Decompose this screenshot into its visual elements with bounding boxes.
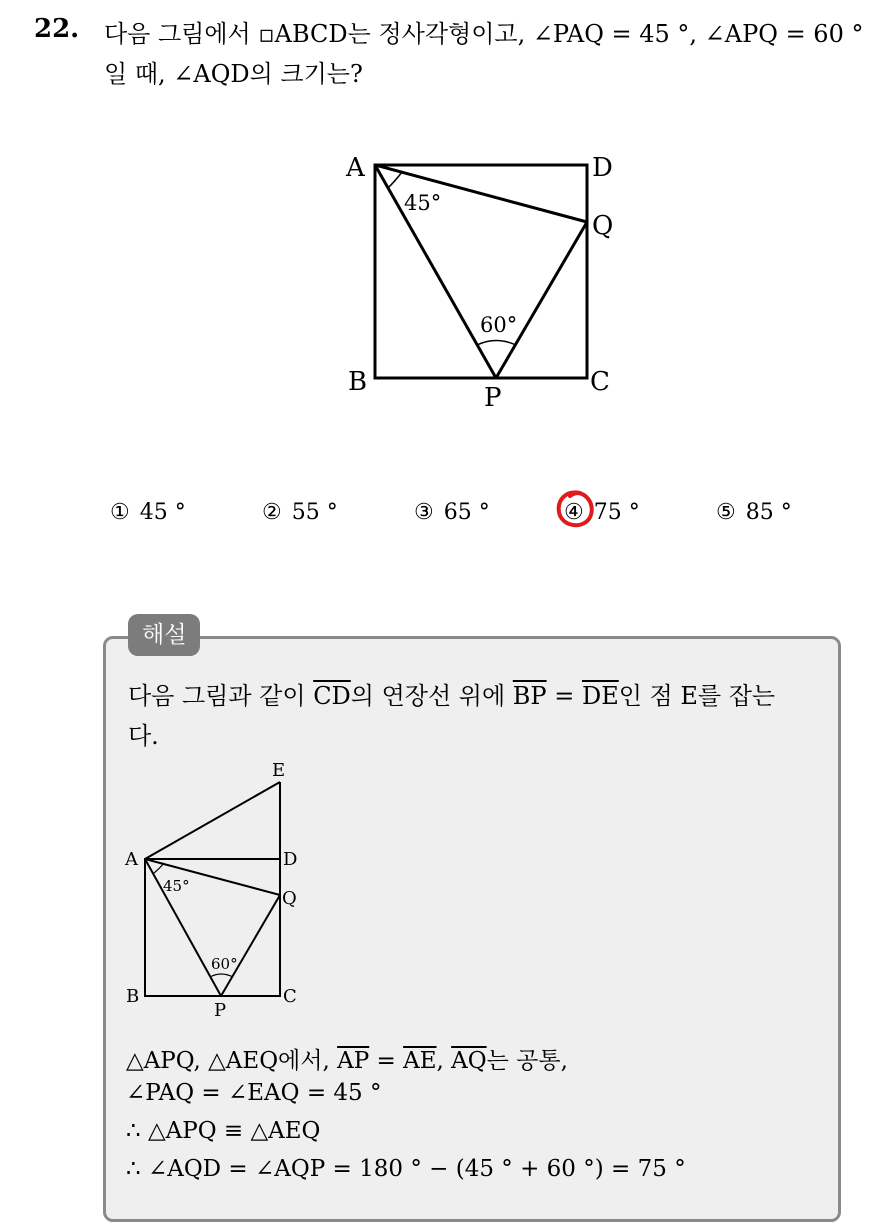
- solution-line3: ∴ △APQ ≡ △AEQ: [126, 1118, 321, 1144]
- solution-line2: ∠PAQ = ∠EAQ = 45 °: [126, 1080, 382, 1106]
- angle-label-p-2: 60°: [211, 955, 238, 973]
- square-figure: [330, 140, 630, 420]
- solution-tag: 해설: [128, 614, 200, 656]
- angle-arc-a-2: [154, 863, 164, 873]
- question-number: 22.: [34, 14, 80, 44]
- label-a: A: [346, 153, 365, 183]
- segment-ae-label: $\overline{AE}$: [403, 1048, 437, 1074]
- label-b: B: [348, 367, 368, 397]
- solution-line1-part1: △APQ, △AEQ에서,: [126, 1048, 338, 1074]
- question-text-line1: 다음 그림에서 ▫ABCD는 정사각형이고, ∠PAQ = 45 °, ∠APQ = 60 °: [104, 20, 864, 48]
- answer-circle-mark: [554, 488, 596, 532]
- solution-line1-end: 는 공통,: [486, 1048, 568, 1074]
- answer-choices: [0, 500, 884, 540]
- choice-5-value: 85 °: [745, 500, 792, 525]
- label-d: D: [592, 153, 613, 183]
- label-p: P: [484, 383, 502, 413]
- choice-3[interactable]: [414, 500, 490, 525]
- solution-line4: ∴ ∠AQD = ∠AQP = 180 ° − (45 ° + 60 °) = 75 °: [126, 1156, 686, 1182]
- solution-intro-eq: =: [546, 682, 582, 710]
- choice-5[interactable]: [716, 500, 792, 525]
- angle-arc-p: [477, 341, 516, 346]
- angle-label-p: 60°: [480, 313, 518, 337]
- angle-label-a: 45°: [404, 191, 442, 215]
- label-d-2: D: [283, 849, 298, 870]
- segment-bp-label: $\overline{BP}$: [512, 682, 547, 710]
- choice-5-number: ⑤: [716, 500, 736, 525]
- solution-intro-part2: 의 연장선 위에: [350, 682, 513, 710]
- solution-line1-eq: =: [369, 1048, 404, 1074]
- solution-intro-line1: [128, 676, 775, 711]
- segment-aq-label: $\overline{AQ}$: [451, 1048, 487, 1074]
- question-text-line2: 일 때, ∠AQD의 크기는?: [104, 60, 363, 88]
- choice-1-value: 45 °: [139, 500, 186, 525]
- choice-1-number: ①: [110, 500, 130, 525]
- segment-pq-2: [221, 895, 280, 996]
- label-e-2: E: [272, 760, 286, 781]
- solution-line1: [126, 1042, 568, 1075]
- solution-line1-comma: ,: [436, 1048, 452, 1074]
- choice-3-value: 65 °: [443, 500, 490, 525]
- solution-figure: [118, 756, 318, 1026]
- choice-4-value: 75 °: [593, 500, 640, 525]
- angle-label-a-2: 45°: [163, 877, 190, 895]
- label-c-2: C: [283, 986, 297, 1007]
- choice-4-number: ④: [564, 500, 584, 525]
- segment-de-label: $\overline{DE}$: [581, 682, 619, 710]
- segment-ap-label: $\overline{AP}$: [337, 1048, 370, 1074]
- angle-arc-p-2: [210, 974, 233, 977]
- label-q: Q: [592, 211, 614, 241]
- choice-3-number: ③: [414, 500, 434, 525]
- solution-intro-part1: 다음 그림과 같이: [128, 682, 314, 710]
- label-a-2: A: [125, 849, 138, 870]
- segment-pq: [496, 222, 587, 378]
- label-q-2: Q: [282, 888, 297, 909]
- label-c: C: [590, 367, 610, 397]
- choice-2[interactable]: [262, 500, 338, 525]
- solution-intro-line2: 다.: [128, 722, 159, 750]
- solution-intro-part3: 인 점 E를 잡는: [618, 682, 776, 710]
- choice-2-value: 55 °: [291, 500, 338, 525]
- label-b-2: B: [126, 986, 140, 1007]
- angle-arc-a: [388, 172, 402, 188]
- choice-2-number: ②: [262, 500, 282, 525]
- label-p-2: P: [214, 1000, 227, 1021]
- segment-cd-label: $\overline{CD}$: [313, 682, 351, 710]
- segment-ae: [145, 782, 280, 859]
- choice-1[interactable]: [110, 500, 186, 525]
